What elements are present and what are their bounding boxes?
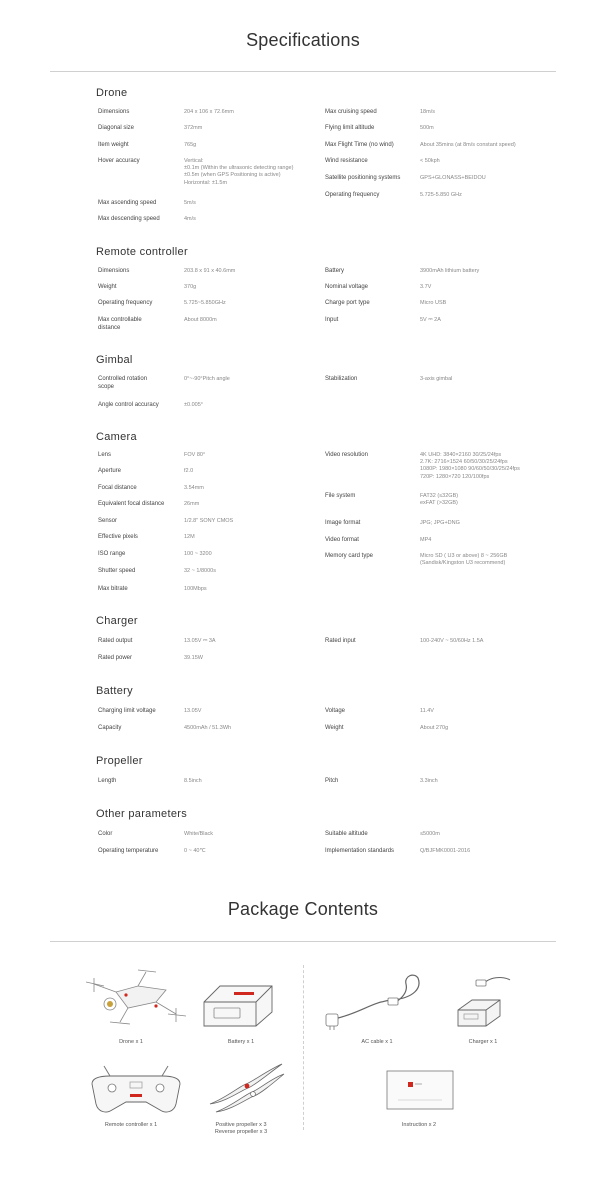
ac-cable-icon bbox=[322, 972, 428, 1032]
spec-label: Memory card type bbox=[325, 553, 374, 559]
spec-value: About 270g bbox=[420, 725, 449, 731]
package-item-caption: Drone x 1 bbox=[119, 1039, 143, 1045]
spec-value: 3-axis gimbal bbox=[420, 376, 453, 382]
spec-value: ≤5000m bbox=[420, 831, 440, 837]
spec-value: 39.15W bbox=[184, 655, 203, 661]
spec-value: 4500mAh / 51.3Wh bbox=[184, 725, 232, 731]
spec-value: 0°~-90°Pitch angle bbox=[184, 376, 230, 382]
section-title-remote-controller: Remote controller bbox=[96, 246, 188, 258]
spec-label: Diagonal size bbox=[98, 125, 135, 131]
spec-value: 4K UHD: 3840×2160 30/25/24fps 2.7K: 2716×1524 60/50/30/25/24fps 1080P: 1980×1080 90/60/50/30/25/24fps 720P: 1280×720 120/100fps bbox=[420, 452, 520, 480]
spec-value: FOV 80° bbox=[184, 452, 206, 458]
spec-label: Length bbox=[98, 778, 117, 784]
spec-label: Image format bbox=[325, 520, 361, 526]
spec-value: < 50kph bbox=[420, 158, 440, 164]
spec-label: Rated output bbox=[98, 638, 133, 644]
spec-label: Satellite positioning systems bbox=[325, 175, 401, 181]
spec-label: Angle control accuracy bbox=[98, 402, 159, 408]
spec-value: 372mm bbox=[184, 125, 203, 131]
spec-value: Q/BJFMK0001-2016 bbox=[420, 848, 471, 854]
propellers-icon bbox=[206, 1058, 286, 1114]
section-title-battery: Battery bbox=[96, 685, 133, 697]
section-title-propeller: Propeller bbox=[96, 755, 143, 767]
package-item-caption: Remote controller x 1 bbox=[104, 1122, 158, 1128]
spec-label: Operating temperature bbox=[98, 848, 159, 854]
spec-value: 11.4V bbox=[420, 708, 434, 714]
package-item-caption: Positive propeller x 3 Reverse propeller x 3 bbox=[214, 1122, 268, 1135]
spec-label: Operating frequency bbox=[325, 192, 380, 198]
spec-value: JPG; JPG+DNG bbox=[420, 520, 460, 526]
spec-value: 5.725~5.850GHz bbox=[184, 300, 226, 306]
spec-label: Controlled rotation scope bbox=[98, 376, 148, 390]
spec-value: 3.7V bbox=[420, 284, 432, 290]
spec-value: 26mm bbox=[184, 501, 200, 507]
spec-value: 5m/s bbox=[184, 200, 196, 206]
spec-label: Nominal voltage bbox=[325, 284, 369, 290]
spec-label: ISO range bbox=[98, 551, 126, 557]
spec-label: Max controllable distance bbox=[98, 317, 142, 331]
spec-value: 5.725-5.850 GHz bbox=[420, 192, 462, 198]
spec-value: 3.3inch bbox=[420, 778, 438, 784]
spec-label: Color bbox=[98, 831, 113, 837]
spec-value: About 8000m bbox=[184, 317, 217, 323]
specifications-title: Specifications bbox=[246, 30, 360, 50]
spec-value: 5V ⎓ 2A bbox=[420, 317, 441, 323]
spec-label: Charging limit voltage bbox=[98, 708, 156, 714]
spec-label: Video format bbox=[325, 537, 359, 543]
section-title-gimbal: Gimbal bbox=[96, 354, 133, 366]
spec-label: Weight bbox=[98, 284, 117, 290]
spec-label: Stabilization bbox=[325, 376, 358, 382]
drone-icon bbox=[86, 962, 186, 1028]
spec-label: Hover accuracy bbox=[98, 158, 140, 164]
spec-label: Lens bbox=[98, 452, 112, 458]
charger-icon bbox=[452, 972, 514, 1034]
instruction-icon bbox=[386, 1070, 454, 1110]
spec-label: Max cruising speed bbox=[325, 109, 377, 115]
package-column-divider bbox=[303, 965, 304, 1130]
spec-value: 765g bbox=[184, 142, 197, 148]
spec-label: Effective pixels bbox=[98, 534, 138, 540]
spec-label: Max ascending speed bbox=[98, 200, 157, 206]
spec-value: 204 x 106 x 72.6mm bbox=[184, 109, 234, 115]
package-item-caption: AC cable x 1 bbox=[361, 1039, 393, 1045]
spec-label: Flying limit altitude bbox=[325, 125, 375, 131]
spec-value: ±0.005° bbox=[184, 402, 203, 408]
spec-value: 32 ~ 1/8000s bbox=[184, 568, 216, 574]
package-item-caption: Charger x 1 bbox=[468, 1039, 498, 1045]
spec-label: Implementation standards bbox=[325, 848, 395, 854]
spec-value: 12M bbox=[184, 534, 195, 540]
spec-value: 100 ~ 3200 bbox=[184, 551, 212, 557]
spec-value: 3900mAh lithium battery bbox=[420, 268, 480, 274]
spec-label: Input bbox=[325, 317, 339, 323]
spec-label: File system bbox=[325, 493, 356, 499]
spec-value: 500m bbox=[420, 125, 434, 131]
spec-label: Rated input bbox=[325, 638, 356, 644]
spec-label: Item weight bbox=[98, 142, 129, 148]
title-divider bbox=[50, 71, 556, 72]
spec-value: f2.0 bbox=[184, 468, 194, 474]
spec-value: Micro SD ( U3 or above) 8 ~ 256GB (Sandisk/Kingston U3 recommend) bbox=[420, 553, 508, 567]
spec-value: 370g bbox=[184, 284, 197, 290]
section-title-camera: Camera bbox=[96, 431, 137, 443]
spec-value: 18m/s bbox=[420, 109, 435, 115]
package-item-caption: Instruction x 2 bbox=[401, 1122, 437, 1128]
spec-label: Operating frequency bbox=[98, 300, 153, 306]
spec-value: GPS+GLONASS+BEIDOU bbox=[420, 175, 486, 181]
spec-label: Weight bbox=[325, 725, 344, 731]
package-divider bbox=[50, 941, 556, 942]
spec-value: White/Black bbox=[184, 831, 214, 837]
section-title-charger: Charger bbox=[96, 615, 138, 627]
spec-label: Suitable altitude bbox=[325, 831, 368, 837]
spec-value: 100-240V ~ 50/60Hz 1.5A bbox=[420, 638, 484, 644]
spec-label: Equivalent focal distance bbox=[98, 501, 165, 507]
spec-value: 13.05V bbox=[184, 708, 202, 714]
spec-label: Aperture bbox=[98, 468, 122, 474]
remote-controller-icon bbox=[86, 1064, 186, 1116]
spec-label: Voltage bbox=[325, 708, 346, 714]
spec-label: Max descending speed bbox=[98, 216, 160, 222]
section-title-drone: Drone bbox=[96, 87, 128, 99]
spec-value: 8.5inch bbox=[184, 778, 202, 784]
spec-label: Dimensions bbox=[98, 109, 130, 115]
spec-label: Max bitrate bbox=[98, 586, 128, 592]
spec-value: MP4 bbox=[420, 537, 432, 543]
spec-value: 3.54mm bbox=[184, 485, 204, 491]
package-item-caption: Battery x 1 bbox=[227, 1039, 255, 1045]
spec-value: 1/2.8" SONY CMOS bbox=[184, 518, 234, 524]
spec-label: Battery bbox=[325, 268, 345, 274]
spec-label: Shutter speed bbox=[98, 568, 136, 574]
spec-label: Wind resistance bbox=[325, 158, 368, 164]
spec-value: FAT32 (≤32GB) exFAT (>32GB) bbox=[420, 493, 459, 507]
spec-label: Rated power bbox=[98, 655, 133, 661]
spec-value: About 35mins (at 8m/s constant speed) bbox=[420, 142, 516, 148]
spec-label: Dimensions bbox=[98, 268, 130, 274]
spec-value: 4m/s bbox=[184, 216, 196, 222]
spec-label: Charge port type bbox=[325, 300, 370, 306]
spec-label: Sensor bbox=[98, 518, 118, 524]
spec-value: Micro USB bbox=[420, 300, 447, 306]
spec-value: Vertical: ±0.1m (Within the ultrasonic detecting range) ±0.5m (when GPS Positioning is active) Horizontal: ±1.5m bbox=[184, 158, 294, 186]
spec-label: Capacity bbox=[98, 725, 122, 731]
spec-value: 203.8 x 91 x 40.6mm bbox=[184, 268, 236, 274]
section-title-other-parameters: Other parameters bbox=[96, 808, 188, 820]
package-contents-title: Package Contents bbox=[227, 899, 379, 919]
battery-icon bbox=[198, 982, 278, 1030]
spec-value: 0 ~ 40℃ bbox=[184, 848, 206, 854]
spec-value: 100Mbps bbox=[184, 586, 207, 592]
spec-label: Pitch bbox=[325, 778, 339, 784]
spec-label: Max Flight Time (no wind) bbox=[325, 142, 394, 148]
spec-label: Focal distance bbox=[98, 485, 137, 491]
spec-label: Video resolution bbox=[325, 452, 368, 458]
spec-value: 13.05V ⎓ 3A bbox=[184, 638, 216, 644]
